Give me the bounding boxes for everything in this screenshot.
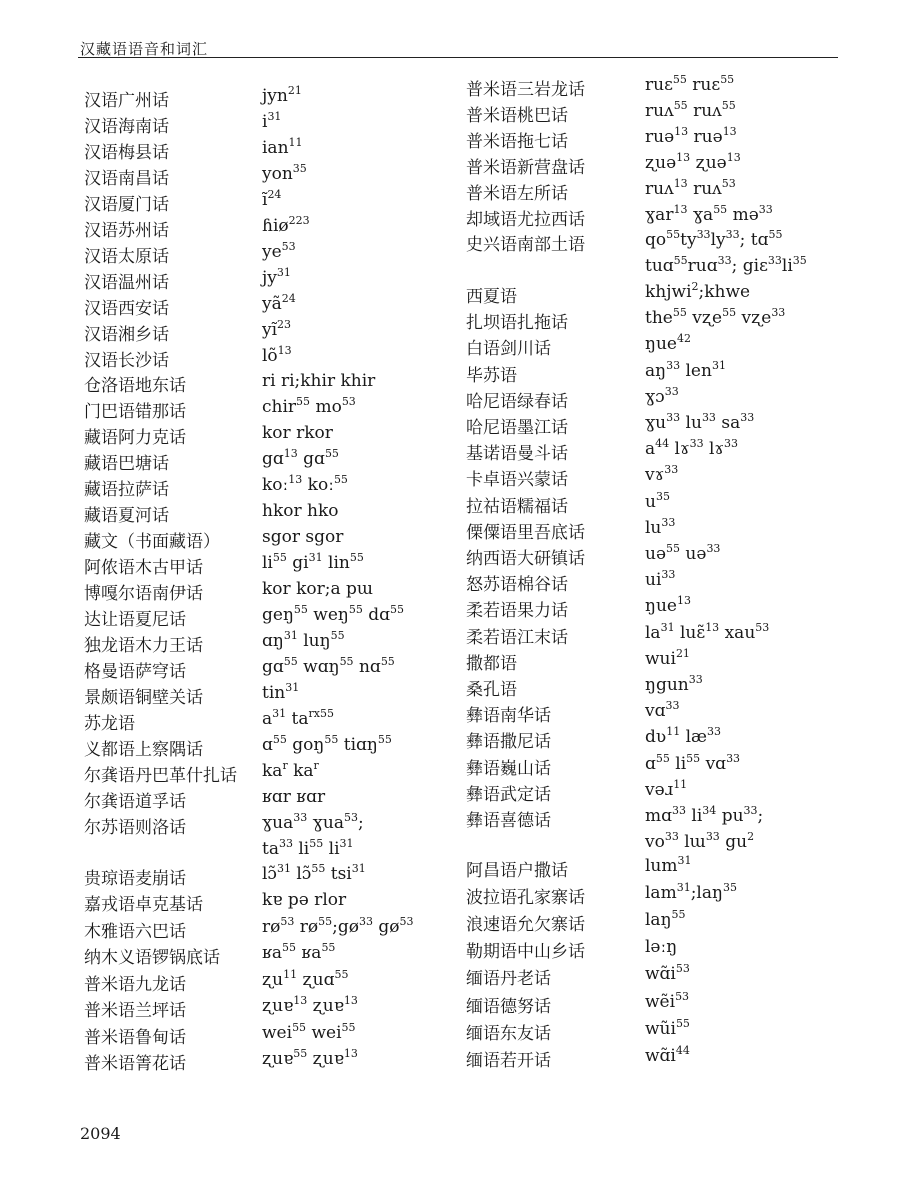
phonetic-form: ian$^{11}$ [262, 136, 303, 158]
dialect-name: 彝语喜德话 [466, 811, 551, 831]
running-header: 汉藏语语音和词汇 [80, 40, 209, 58]
dialect-name: 扎坝语扎拖话 [466, 313, 568, 333]
phonetic-form: $ka^r$ $ka^r$ [262, 759, 319, 781]
dialect-name: 彝语武定话 [466, 785, 551, 805]
phonetic-form: wũi$^{55}$ [645, 1017, 690, 1039]
dialect-name: 尔龚语丹巴革什扎话 [84, 766, 237, 786]
phonetic-form: laŋ$^{55}$ [645, 908, 686, 930]
dialect-name: 卡卓语兴蒙话 [466, 470, 568, 490]
dialect-name: 缅语东友话 [466, 1024, 551, 1044]
phonetic-form: $wɑ̃i^{53}$ [645, 962, 690, 984]
phonetic-form: ɑŋ$^{31}$ luŋ$^{55}$ [262, 629, 345, 651]
dialect-name: 汉语湘乡话 [84, 325, 169, 345]
dialect-name: 普米语九龙话 [84, 975, 186, 995]
dialect-name: 博嘎尔语南伊话 [84, 584, 203, 604]
phonetic-form: ruʌ$^{55}$ ruʌ$^{55}$ [645, 99, 736, 121]
phonetic-form: gɑ$^{13}$ gɑ$^{55}$ [262, 447, 339, 469]
phonetic-form: $u^{35}$ [645, 490, 670, 512]
dialect-name: 彝语南华话 [466, 706, 551, 726]
phonetic-form: ŋue$^{13}$ [645, 594, 691, 616]
dialect-name: 苏龙语 [84, 714, 135, 734]
dialect-name: 普米语兰坪话 [84, 1001, 186, 1021]
phonetic-form: ləːŋ [645, 937, 678, 957]
phonetic-form: jyn$^{21}$ [262, 84, 302, 106]
dialect-name: 浪速语允欠寨话 [466, 915, 585, 935]
dialect-name: 柔若语果力话 [466, 601, 568, 621]
phonetic-form: ʐuɐ$^{13}$ ʐuɐ$^{13}$ [262, 994, 358, 1016]
phonetic-form: ruɛ$^{55}$ ruɛ$^{55}$ [645, 73, 735, 95]
phonetic-form: khjwi$^2$;khwe [645, 280, 751, 302]
phonetic-form: $yã^{24}$ [262, 292, 296, 314]
phonetic-form: $vo^{33}$ lɯ$^{33}$ $gu^2$ [645, 830, 755, 852]
dialect-name: 汉语太原话 [84, 247, 169, 267]
dialect-name: 却域语尤拉西话 [466, 210, 585, 230]
dialect-name: 普米语鲁甸话 [84, 1028, 186, 1048]
dialect-name: 缅语德努话 [466, 997, 551, 1017]
phonetic-form: yon$^{35}$ [262, 162, 307, 184]
phonetic-form: $aŋ^{33}$ len$^{31}$ [645, 359, 726, 381]
phonetic-form: kor rkor [262, 423, 333, 443]
phonetic-form: sgor sgor [262, 527, 344, 547]
dialect-name: 嘉戎语卓克基话 [84, 895, 203, 915]
dialect-name: 纳西语大研镇话 [466, 549, 585, 569]
phonetic-form: hkor hko [262, 501, 339, 521]
phonetic-form: tin$^{31}$ [262, 681, 300, 703]
phonetic-form: $rø^{53}$ $rø^{55};gø^{33}$ $gø^{53}$ [262, 915, 414, 937]
phonetic-form: geŋ$^{55}$ weŋ$^{55}$ dɑ$^{55}$ [262, 603, 405, 625]
phonetic-form: $lu^{33}$ [645, 516, 676, 538]
phonetic-form: $ĩ^{24}$ [262, 188, 282, 210]
dialect-name: 勒期语中山乡话 [466, 942, 585, 962]
dialect-name: 拉祜语糯福话 [466, 497, 568, 517]
dialect-name: 藏文（书面藏语） [84, 532, 220, 552]
dialect-name: 阿侬语木古甲话 [84, 558, 203, 578]
dialect-name: 缅语若开话 [466, 1051, 551, 1071]
dialect-name: 桑孔语 [466, 680, 517, 700]
phonetic-form: $yĩ^{23}$ [262, 318, 292, 340]
phonetic-form: wẽi$^{53}$ [645, 990, 690, 1012]
phonetic-form: $ta^{33}$ $li^{55}$ $li^{31}$ [262, 837, 354, 859]
dialect-name: 缅语丹老话 [466, 969, 551, 989]
dialect-name: 藏语阿力克话 [84, 428, 186, 448]
phonetic-form: ʁa$^{55}$ ʁa$^{55}$ [262, 941, 336, 963]
phonetic-form: ɣɔ$^{33}$ [645, 385, 679, 407]
dialect-name: 门巴语错那话 [84, 402, 186, 422]
dialect-name: 史兴语南部土语 [466, 235, 585, 255]
phonetic-form: ruə$^{13}$ ruə$^{13}$ [645, 125, 737, 147]
phonetic-form: $qo^{55}ty^{33}ly^{33}$; tɑ$^{55}$ [645, 228, 783, 250]
dialect-name: 波拉语孔家寨话 [466, 888, 585, 908]
dialect-name: 仓洛语地东话 [84, 376, 186, 396]
phonetic-form: mɑ$^{33}$ $li^{34}$ $pu^{33}$; [645, 804, 764, 826]
dialect-name: 藏语拉萨话 [84, 480, 169, 500]
phonetic-form: gɑ$^{55}$ wɑŋ$^{55}$ nɑ$^{55}$ [262, 655, 395, 677]
phonetic-form: lɔ̃$^{31}$ lɔ̃$^{55}$ tsi$^{31}$ [262, 862, 366, 884]
dialect-name: 达让语夏尼话 [84, 610, 186, 630]
phonetic-form: ŋue$^{42}$ [645, 332, 691, 354]
phonetic-form: vɑ$^{33}$ [645, 699, 680, 721]
page-number: 2094 [80, 1124, 121, 1143]
dialect-name: 普米语三岩龙话 [466, 80, 585, 100]
phonetic-form: $a^{31}$ $ta^{rx55}$ [262, 707, 334, 729]
dialect-name: 汉语苏州话 [84, 221, 169, 241]
dialect-name: 撒都语 [466, 654, 517, 674]
dialect-name: 汉语长沙话 [84, 351, 169, 371]
dialect-name: 怒苏语棉谷话 [466, 575, 568, 595]
phonetic-form: ri ri;khir khir [262, 371, 376, 391]
phonetic-form: ɣar$^{13}$ ɣa$^{55}$ mə$^{33}$ [645, 203, 773, 225]
phonetic-form: $jy^{31}$ [262, 266, 291, 288]
phonetic-form: ʐuə$^{13}$ ʐuə$^{13}$ [645, 151, 741, 173]
dialect-name: 毕苏语 [466, 366, 517, 386]
phonetic-form: ɣu$^{33}$ $lu^{33}$ $sa^{33}$ [645, 411, 755, 433]
dialect-name: 傈僳语里吾底话 [466, 523, 585, 543]
phonetic-form: uə$^{55}$ uə$^{33}$ [645, 542, 721, 564]
phonetic-form: dʋ$^{11}$ $læ^{33}$ [645, 725, 722, 747]
dialect-name: 汉语西安话 [84, 299, 169, 319]
dialect-name: 汉语海南话 [84, 117, 169, 137]
dialect-name: 纳木义语锣锅底话 [84, 948, 220, 968]
dialect-name: 贵琼语麦崩话 [84, 869, 186, 889]
dialect-name: 藏语夏河话 [84, 506, 169, 526]
dialect-name: 藏语巴塘话 [84, 454, 169, 474]
dialect-name: 阿昌语户撒话 [466, 861, 568, 881]
phonetic-form: ɣua$^{33}$ ɣua$^{53}$; [262, 811, 364, 833]
dialect-name: 汉语厦门话 [84, 195, 169, 215]
phonetic-form: ŋgun$^{33}$ [645, 673, 703, 695]
phonetic-form: koː$^{13}$ koː$^{55}$ [262, 473, 348, 495]
phonetic-form: ʁɑr ʁɑr [262, 787, 326, 807]
dialect-name: 普米语左所话 [466, 184, 568, 204]
dialect-name: 普米语箐花话 [84, 1054, 186, 1074]
phonetic-form: wui$^{21}$ [645, 647, 690, 669]
dialect-name: 普米语新营盘话 [466, 158, 585, 178]
dialect-name: 西夏语 [466, 287, 517, 307]
dialect-name: 独龙语木力王话 [84, 636, 203, 656]
phonetic-form: $li^{55}$ $gi^{31}$ lin$^{55}$ [262, 551, 364, 573]
dialect-name: 尔苏语则洛话 [84, 818, 186, 838]
dialect-name: 柔若语江末话 [466, 628, 568, 648]
phonetic-form: ɑ$^{55}$ goŋ$^{55}$ tiɑŋ$^{55}$ [262, 733, 392, 755]
dialect-name: 汉语温州话 [84, 273, 169, 293]
dialect-name: 彝语撒尼话 [466, 732, 551, 752]
phonetic-form: $lõ^{13}$ [262, 344, 292, 366]
phonetic-form: $ui^{33}$ [645, 568, 676, 590]
dialect-name: 木雅语六巴话 [84, 922, 186, 942]
phonetic-form: ɦiø$^{223}$ [262, 214, 310, 236]
phonetic-form: the$^{55}$ vʐe$^{55}$ vʐe$^{33}$ [645, 306, 786, 328]
phonetic-form: $la^{31}$ luɛ̃$^{13}$ xau$^{53}$ [645, 621, 770, 643]
phonetic-form: vəɹ$^{11}$ [645, 778, 688, 800]
phonetic-form: ɑ$^{55}$ $li^{55}$ vɑ$^{33}$ [645, 752, 741, 774]
dialect-name: 哈尼语墨江话 [466, 418, 568, 438]
phonetic-form: kɐ pə rlor [262, 890, 347, 910]
dialect-name: 汉语梅县话 [84, 143, 169, 163]
phonetic-form: ruʌ$^{13}$ ruʌ$^{53}$ [645, 177, 736, 199]
phonetic-form: lum$^{31}$ [645, 854, 692, 876]
dialect-name: 基诺语曼斗话 [466, 444, 568, 464]
dialect-name: 格曼语萨穹话 [84, 662, 186, 682]
header-rule [78, 57, 838, 58]
phonetic-form: lam$^{31}$;laŋ$^{35}$ [645, 881, 737, 903]
dialect-name: 景颇语铜壁关话 [84, 688, 203, 708]
dialect-name: 尔龚语道孚话 [84, 792, 186, 812]
dialect-name: 哈尼语绿春话 [466, 392, 568, 412]
dialect-name: 彝语巍山话 [466, 759, 551, 779]
phonetic-form: wei$^{55}$ wei$^{55}$ [262, 1021, 356, 1043]
phonetic-form: chir$^{55}$ $mo^{53}$ [262, 395, 356, 417]
dialect-name: 白语剑川话 [466, 339, 551, 359]
phonetic-form: tuɑ$^{55}$ruɑ$^{33}$; $giɛ^{33}li^{35}$ [645, 254, 807, 276]
phonetic-form: $i^{31}$ [262, 110, 282, 132]
phonetic-form: $ye^{53}$ [262, 240, 296, 262]
phonetic-form: $wɑ̃i^{44}$ [645, 1044, 690, 1066]
phonetic-form: $a^{44}$ lɤ$^{33}$ lɤ$^{33}$ [645, 437, 739, 459]
phonetic-form: kor kor;a pɯ [262, 579, 373, 599]
dialect-name: 普米语拖七话 [466, 132, 568, 152]
dialect-name: 汉语南昌话 [84, 169, 169, 189]
dialect-name: 义都语上察隅话 [84, 740, 203, 760]
phonetic-form: vɤ$^{33}$ [645, 463, 679, 485]
dialect-name: 汉语广州话 [84, 91, 169, 111]
dialect-name: 普米语桃巴话 [466, 106, 568, 126]
phonetic-form: ʐuɐ$^{55}$ ʐuɐ$^{13}$ [262, 1047, 358, 1069]
phonetic-form: ʐu$^{11}$ ʐuɑ$^{55}$ [262, 968, 349, 990]
